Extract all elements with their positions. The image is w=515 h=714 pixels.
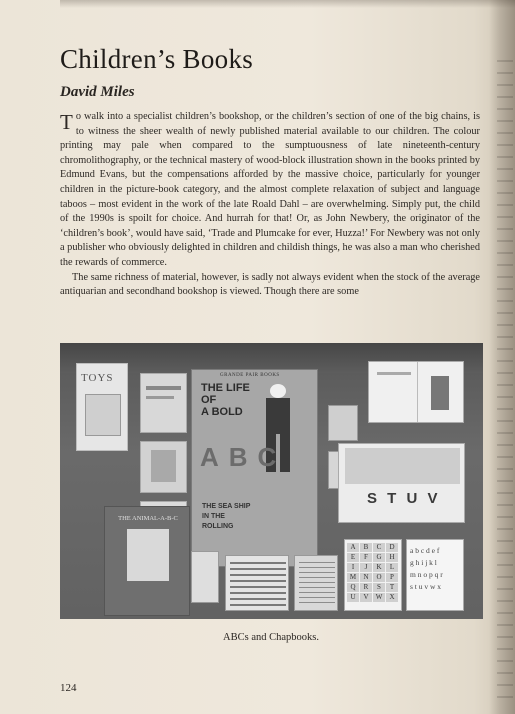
type-specimen-booklet [225, 555, 289, 611]
life-book-strip: THE SEA SHIP IN THE ROLLING [202, 503, 251, 530]
stuv-letters: S T U V [367, 490, 441, 507]
life-book-abc: ABC [200, 442, 287, 472]
life-book-title: THE LIFE OF A BOLD [201, 382, 250, 418]
stuv-book [338, 443, 465, 523]
chapbook-small [191, 551, 219, 603]
alphabet-card-lines: a b c d e f g h i j k l m n o p q r s t u v w x [410, 546, 443, 591]
open-picture-book [368, 361, 464, 423]
letter-blocks-book [344, 539, 402, 611]
article-author: David Miles [60, 84, 135, 100]
paragraph-2: The same richness of material, however, is sadly not always evident when the stock of the average antiquarian and secondhand bookshop is viewed. Though there are some [60, 271, 480, 298]
small-book-2 [140, 441, 187, 493]
page-top-shadow [60, 0, 515, 8]
article-title: Children’s Books [60, 44, 254, 74]
toys-book [76, 363, 128, 451]
alphabet-card [406, 539, 464, 611]
facing-page-text-bleed [497, 60, 513, 700]
drop-cap: T [60, 110, 73, 134]
ruled-booklet [294, 555, 338, 611]
paragraph-1-text: o walk into a specialist children’s bookshop, or the children’s section of one of the big chains, is to witness the sheer wealth of newly published material available to our children. The colour printing may pale when compared to the sumptuousness of late nineteenth-century chromolithography, or the technical mastery of wood-block illustration shown in the books printed by Edmund Evans, but the compensations afforded by the massive choice, particularly for younger children in the picture-book category, and the almost complete relaxation of subject and language taboos – most evident in the work of the late Roald Dahl – are overwhelming. Simply put, the child of the 1990s is spoilt for choice. And hurrah for that! Or, as John Newbery, the originator of the ‘children’s book’, would have said, ‘Trade and Plumcake for ever, Huzza!’ For Newbery was not only a publisher who obviously delighted in children and childish things, he was also a man who cherished the rewards of commerce. [60, 111, 480, 268]
paragraph-1 [60, 110, 480, 271]
photo-caption: ABCs and Chapbooks. [223, 632, 319, 643]
life-book-banner: GRANDE PAIR BOOKS [220, 373, 280, 378]
life-of-a-bold-book [191, 369, 318, 567]
animal-abc-title: THE ANIMAL-A-B-C [118, 515, 178, 522]
page-number: 124 [60, 682, 77, 694]
toys-book-illustration [85, 394, 121, 436]
letter-blocks-grid: A B C D E F G H I J K L M N O P Q R S T U V W X [347, 543, 401, 602]
mini-booklet-1 [328, 405, 358, 441]
animal-abc-book [104, 506, 190, 616]
small-book-1 [140, 373, 187, 433]
toys-book-title: TOYS [81, 372, 114, 384]
article-body [60, 110, 480, 300]
photograph-abcs-and-chapbooks [60, 343, 483, 619]
